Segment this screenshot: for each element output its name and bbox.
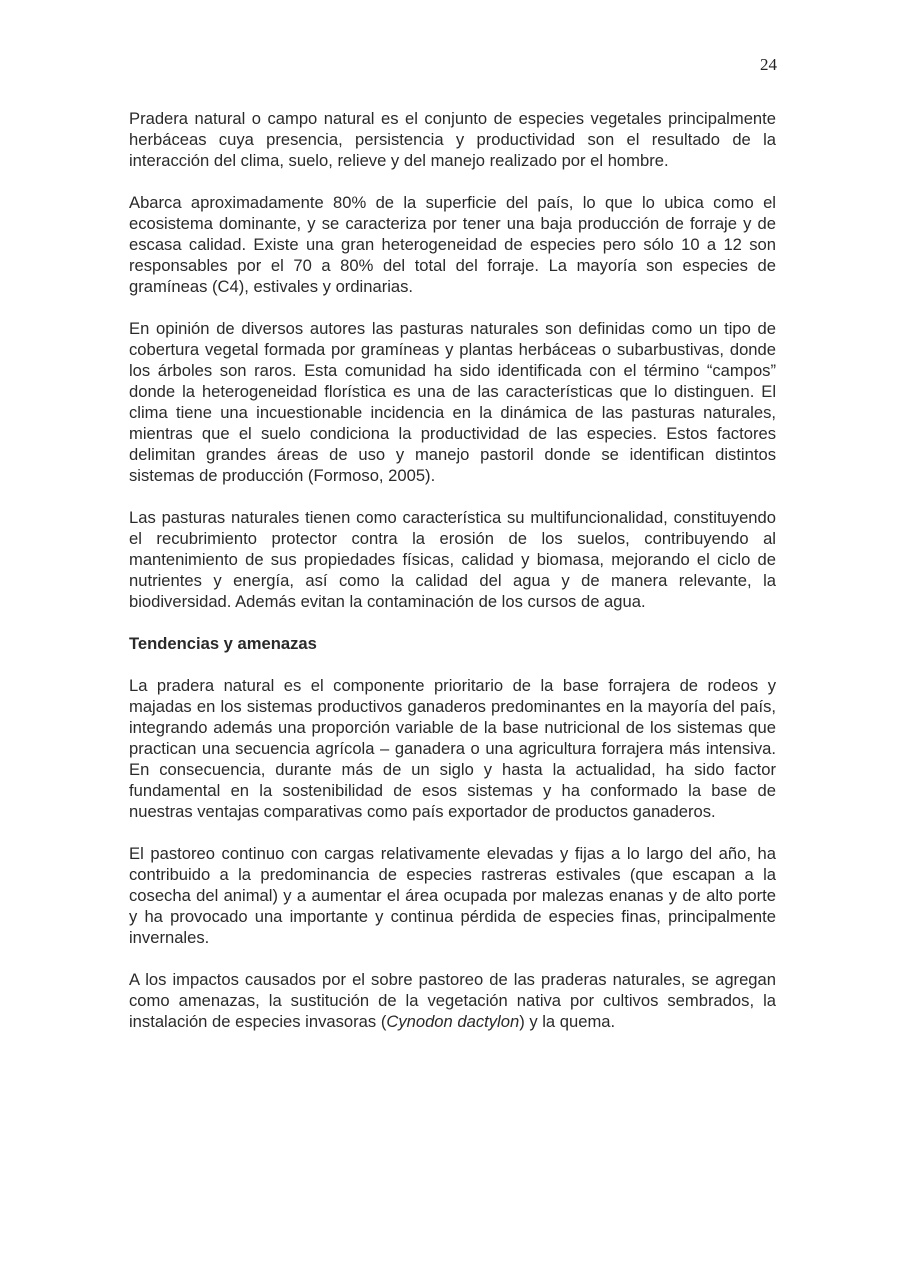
- paragraph-amenazas-text-a: A los impactos causados por el sobre pastoreo de las praderas naturales, se agregan como amenazas, la sustitución de la vegetación nativa por cultivos sembrados, la instalación de especies invasoras (: [129, 970, 776, 1031]
- paragraph-amenazas-text-b: ) y la quema.: [519, 1012, 616, 1031]
- paragraph-amenazas: [129, 969, 776, 1032]
- paragraph-opinion-autores: En opinión de diversos autores las pasturas naturales son definidas como un tipo de cobertura vegetal formada por gramíneas y plantas herbáceas o subarbustivas, donde los árboles son raros. Esta comunidad ha sido identificada con el término “campos” donde la heterogeneidad florística es una de las características que lo distinguen. El clima tiene una incuestionable incidencia en la dinámica de las pasturas naturales, mientras que el suelo condiciona la productividad de las especies. Estos factores delimitan grandes áreas de uso y manejo pastoril donde se identifican distintos sistemas de producción (Formoso, 2005).: [129, 319, 776, 485]
- section-heading: Tendencias y amenazas: [129, 634, 317, 653]
- paragraph-multifuncionalidad: Las pasturas naturales tienen como característica su multifuncionalidad, constituyendo el recubrimiento protector contra la erosión de los suelos, contribuyendo al mantenimiento de sus propiedades físicas, calidad y biomasa, mejorando el ciclo de nutrientes y energía, así como la calidad del agua y de manera relevante, la biodiversidad. Además evitan la contaminación de los cursos de agua.: [129, 508, 776, 611]
- species-name: Cynodon dactylon: [386, 1012, 520, 1031]
- paragraph-superficie: Abarca aproximadamente 80% de la superficie del país, lo que lo ubica como el ecosistema dominante, y se caracteriza por tener una baja producción de forraje y de escasa calidad. Existe una gran heterogeneidad de especies pero sólo 10 a 12 son responsables por el 70 a 80% del total del forraje. La mayoría son especies de gramíneas (C4), estivales y ordinarias.: [129, 193, 776, 296]
- paragraph-pastoreo-continuo: El pastoreo continuo con cargas relativamente elevadas y fijas a lo largo del año, ha contribuido a la predominancia de especies rastreras estivales (que escapan a la cosecha del animal) y a aumentar el área ocupada por malezas enanas y de alto porte y ha provocado una importante y continua pérdida de especies finas, principalmente invernales.: [129, 844, 776, 947]
- paragraph-pradera-definition: Pradera natural o campo natural es el conjunto de especies vegetales principalmente herbáceas cuya presencia, persistencia y productividad son el resultado de la interacción del clima, suelo, relieve y del manejo realizado por el hombre.: [129, 109, 776, 170]
- page-number: 24: [760, 55, 777, 74]
- paragraph-base-forrajera: La pradera natural es el componente prioritario de la base forrajera de rodeos y majadas en los sistemas productivos ganaderos predominantes en la mayoría del país, integrando además una proporción variable de la base nutricional de los sistemas que practican una secuencia agrícola – ganadera o una agricultura forrajera más intensiva. En consecuencia, durante más de un siglo y hasta la actualidad, ha sido factor fundamental en la sostenibilidad de esos sistemas y ha conformado la base de nuestras ventajas comparativas como país exportador de productos ganaderos.: [129, 676, 776, 821]
- body-text: [129, 108, 776, 1053]
